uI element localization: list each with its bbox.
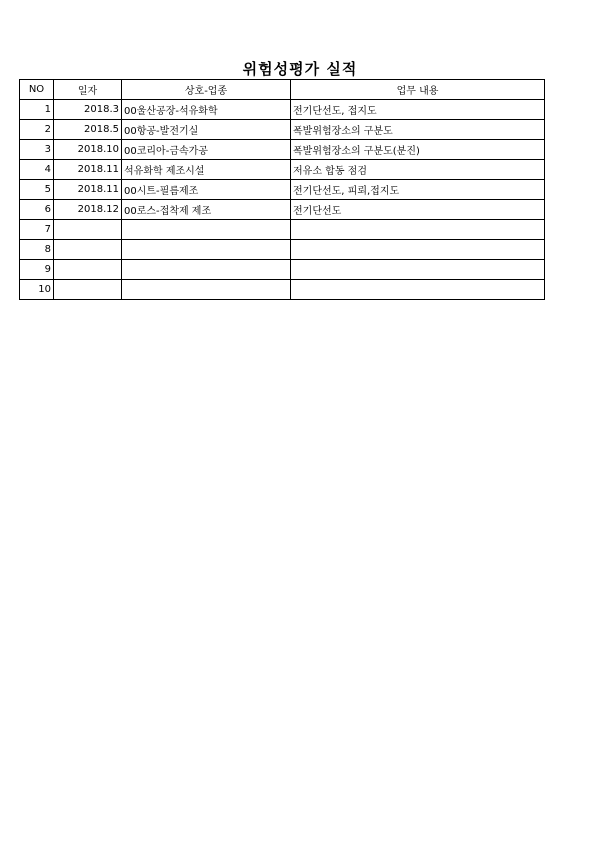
header-company: 상호-업종 [122, 80, 291, 100]
table-row [20, 140, 545, 160]
performance-table [19, 79, 545, 300]
cell-company: 00로스-접착제 제조 [122, 200, 291, 220]
cell-work: 전기단선도, 피뢰,접지도 [291, 180, 545, 200]
cell-no: 5 [20, 180, 54, 200]
table-row [20, 120, 545, 140]
cell-work: 저유소 합동 점검 [291, 160, 545, 180]
cell-date: 2018.5 [54, 120, 122, 140]
cell-date: 2018.11 [54, 160, 122, 180]
cell-date [54, 280, 122, 300]
table-row [20, 200, 545, 220]
cell-date: 2018.12 [54, 200, 122, 220]
cell-no: 3 [20, 140, 54, 160]
table-row [20, 260, 545, 280]
cell-company [122, 240, 291, 260]
header-work: 업무 내용 [291, 80, 545, 100]
table-row [20, 160, 545, 180]
cell-work: 전기단선도 [291, 200, 545, 220]
cell-work [291, 260, 545, 280]
cell-work: 폭발위험장소의 구분도(분진) [291, 140, 545, 160]
cell-company [122, 260, 291, 280]
cell-no: 9 [20, 260, 54, 280]
table-row [20, 180, 545, 200]
cell-date: 2018.10 [54, 140, 122, 160]
cell-work: 전기단선도, 접지도 [291, 100, 545, 120]
table-row [20, 280, 545, 300]
table-row [20, 220, 545, 240]
cell-date: 2018.11 [54, 180, 122, 200]
table-header-row [20, 80, 545, 100]
cell-company [122, 280, 291, 300]
cell-date [54, 260, 122, 280]
cell-no: 8 [20, 240, 54, 260]
cell-date: 2018.3 [54, 100, 122, 120]
cell-company: 00코리아-금속가공 [122, 140, 291, 160]
cell-no: 7 [20, 220, 54, 240]
header-no: NO [20, 80, 54, 100]
table-row [20, 240, 545, 260]
cell-no: 4 [20, 160, 54, 180]
cell-company: 00항공-발전기실 [122, 120, 291, 140]
cell-company: 석유화학 제조시설 [122, 160, 291, 180]
cell-work: 폭발위험장소의 구분도 [291, 120, 545, 140]
cell-company: 00울산공장-석유화학 [122, 100, 291, 120]
cell-no: 1 [20, 100, 54, 120]
cell-work [291, 220, 545, 240]
table-row [20, 100, 545, 120]
cell-company: 00시트-필름제조 [122, 180, 291, 200]
cell-date [54, 240, 122, 260]
cell-no: 6 [20, 200, 54, 220]
cell-work [291, 240, 545, 260]
document-title: 위험성평가 실적 [242, 60, 358, 78]
header-date: 일자 [54, 80, 122, 100]
cell-no: 2 [20, 120, 54, 140]
cell-date [54, 220, 122, 240]
cell-company [122, 220, 291, 240]
cell-work [291, 280, 545, 300]
cell-no: 10 [20, 280, 54, 300]
